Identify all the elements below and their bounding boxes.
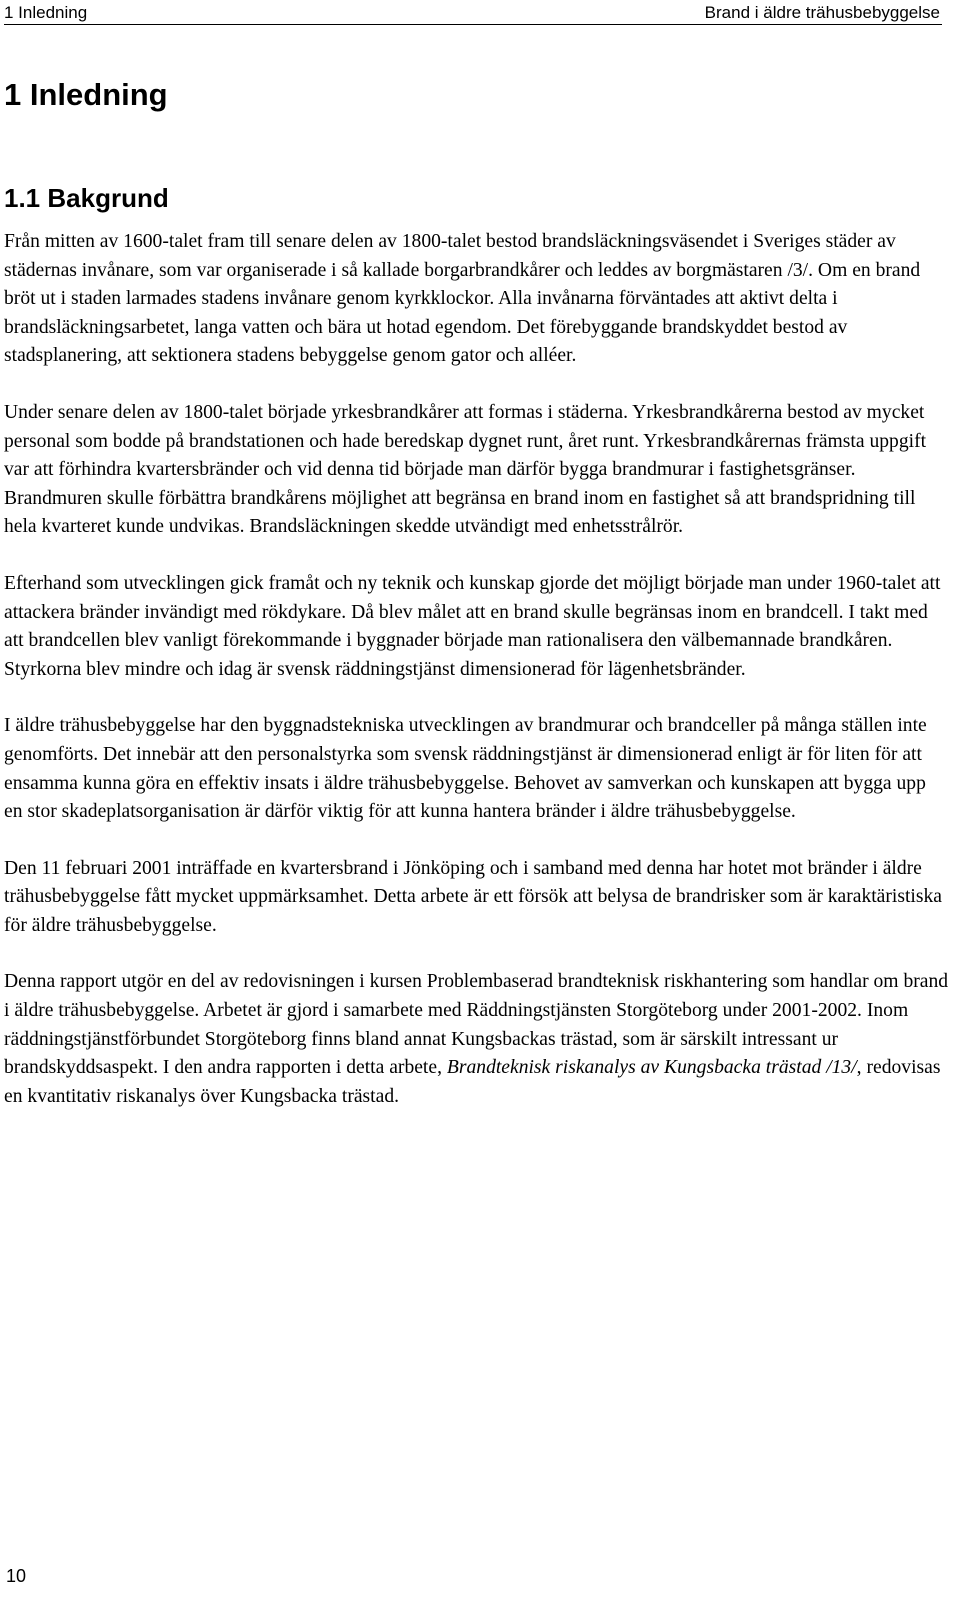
paragraph: Under senare delen av 1800-talet började yrkesbrandkårer att formas i städerna. Yrkesbrandkårerna bestod av mycket personal som bodde på brandstationen och hade beredskap dygnet runt, året runt. Yrkesbrandkårernas främsta uppgift var att förhindra kvartersbränder och vid denna tid började man därför bygga brandmurar i fastighetsgränser. Brandmuren skulle förbättra brandkårens möjlighet att begränsa en brand inom en fastighet så att brandspridning till hela kvarteret kunde undvikas. Brandsläckningen skedde utvändigt med enhetsstrålrör.	[4, 401, 927, 538]
paragraph: Från mitten av 1600-talet fram till senare delen av 1800-talet bestod brandsläckningsväsendet i Sveriges städer av städernas invånare, som var organiserade i så kallade borgarbrandkårer och leddes av borgmästaren /3/. Om en brand bröt ut i staden larmades stadens invånare genom kyrkklockor. Alla invånarna förväntades att aktivt delta i brandsläckningsarbetet, langa vatten och bära ut hotad egendom. Det förebyggande brandskyddet bestod av stadsplanering, att sektionera stadens bebyggelse genom gator och alléer.	[4, 231, 921, 367]
paragraph: Efterhand som utvecklingen gick framåt och ny teknik och kunskap gjorde det möjligt började man under 1960-talet att attackera bränder invändigt med rökdykare. Då blev målet att en brand skulle begränsas inom en brandcell. I takt med att brandcellen blev vanligt förekommande i byggnader började man rationalisera den välbemannade brandkåren. Styrkorna blev mindre och idag är svensk räddningstjänst dimensionerad för lägenhetsbränder.	[4, 572, 941, 680]
report-reference: Brandteknisk riskanalys av Kungsbacka trästad /13/	[446, 1057, 857, 1079]
body-text	[4, 228, 949, 1139]
paragraph-final	[4, 968, 949, 1111]
paragraph-text: , redovisas en kvantitativ riskanalys över Kungsbacka trästad.	[4, 1057, 941, 1107]
paragraph: Den 11 februari 2001 inträffade en kvartersbrand i Jönköping och i samband med denna har hotet mot bränder i äldre trähusbebyggelse fått mycket uppmärksamhet. Detta arbete är ett försök att belysa de brandrisker som är karaktäristiska för äldre trähusbebyggelse.	[4, 857, 942, 936]
running-header	[4, 2, 942, 25]
paragraph: I äldre trähusbebyggelse har den byggnadstekniska utvecklingen av brandmurar och brandceller på många ställen inte genomförts. Det innebär att den personalstyrka som svensk räddningstjänst är dimensionerad enligt är för liten för att ensamma kunna göra en effektiv insats i äldre trähusbebyggelse. Behovet av samverkan och kunskapen att bygga upp en stor skadeplatsorganisation är därför viktig för att kunna hantera bränder i äldre trähusbebyggelse.	[4, 715, 927, 823]
header-document-title: Brand i äldre trähusbebyggelse	[704, 3, 940, 22]
paragraph-text: Denna rapport utgör en del av redovisningen i kursen Problembaserad brandteknisk riskhantering som handlar om brand i äldre trähusbebyggelse. Arbetet är gjord i samarbete med Räddningstjänsten Storgöteborg under 2001-2002. Inom räddningstjänstförbundet Storgöteborg finns bland annat Kungsbackas trästad, som är särskilt intressant ur brandskyddsaspekt. I den andra rapporten i detta arbete,	[4, 971, 949, 1079]
page-number: 10	[6, 1566, 27, 1586]
chapter-title: 1 Inledning	[4, 77, 168, 112]
section-title: 1.1 Bakgrund	[4, 183, 169, 213]
header-chapter: 1 Inledning	[4, 3, 88, 22]
